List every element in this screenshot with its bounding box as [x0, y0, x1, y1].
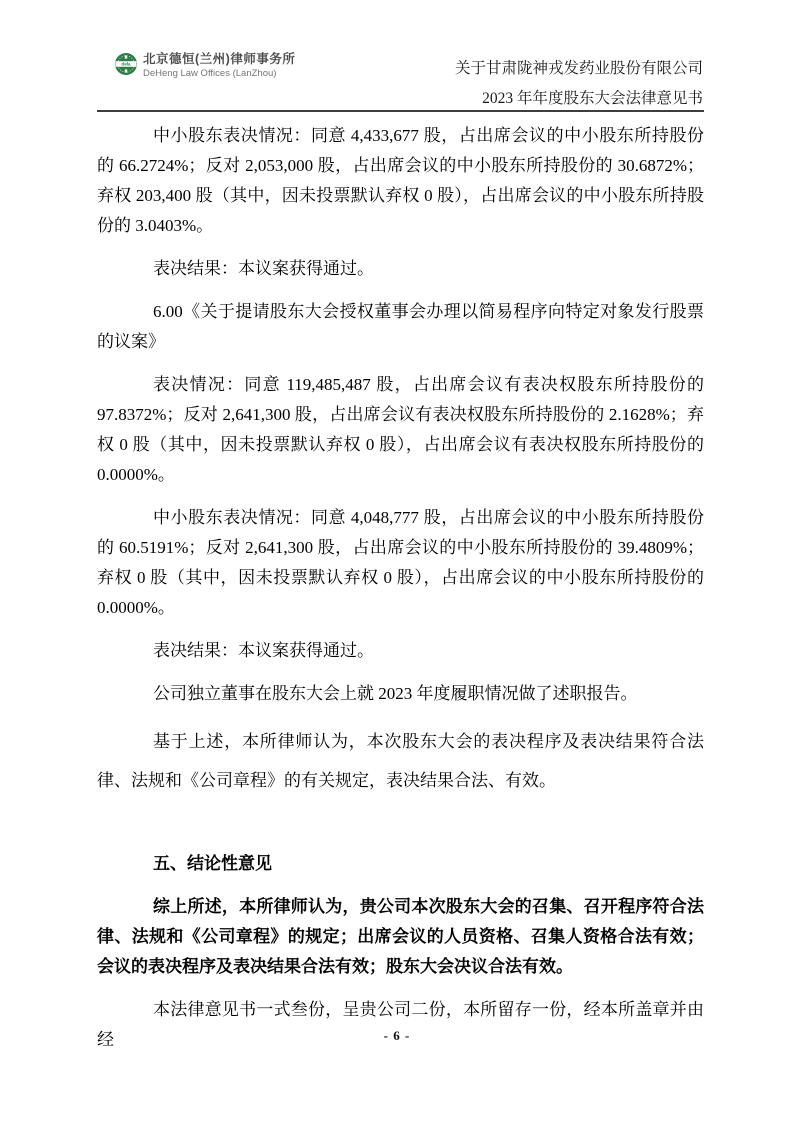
deheng-logo-icon [114, 52, 138, 76]
header-divider [97, 110, 704, 112]
firm-name-cn: 北京德恒(兰州)律师事务所 [143, 52, 296, 66]
paragraph-vote-detail-proposal-6: 表决情况：同意 119,485,487 股，占出席会议有表决权股东所持股份的 97.8372%；反对 2,641,300 股，占出席会议有表决权股东所持股份的 2.1628%；弃权 0 股（其中，因未投票默认弃权 0 股），占出席会议有表决权股东所持股份的 0.0000%。 [97, 375, 704, 484]
page-number: - 6 - [383, 1028, 411, 1043]
firm-name-en: DeHeng Law Offices (LanZhou) [143, 68, 277, 79]
paragraph-conclusion-statement: 综上所述，本所律师认为，贵公司本次股东大会的召集、召开程序符合法律、法规和《公司章程》的规定；出席会议的人员资格、召集人资格合法有效；会议的表决程序及表决结果合法有效；股东大会决议合法有效。 [97, 897, 704, 976]
section-heading-conclusion: 五、结论性意见 [153, 854, 272, 873]
document-header-title [455, 54, 703, 114]
paragraph-lawyer-opinion-vote-procedure: 基于上述，本所律师认为，本次股东大会的表决程序及表决结果符合法律、法规和《公司章程》的有关规定，表决结果合法、有效。 [97, 732, 704, 790]
paragraph-minority-vote-detail-2: 中小股东表决情况：同意 4,048,777 股，占出席会议的中小股东所持股份的 60.5191%；反对 2,641,300 股，占出席会议的中小股东所持股份的 39.4809%；弃权 0 股（其中，因未投票默认弃权 0 股），占出席会议的中小股东所持股份的 0.0000%。 [97, 508, 704, 617]
document-body [97, 121, 704, 1055]
firm-brand [114, 52, 295, 80]
paragraph-copies-note: 本法律意见书一式叁份，呈贵公司二份，本所留存一份，经本所盖章并由经 [97, 1000, 704, 1049]
doc-title-line1: 关于甘肃陇神戎发药业股份有限公司 [454, 60, 703, 77]
paragraph-independent-director-report: 公司独立董事在股东大会上就 2023 年度履职情况做了述职报告。 [153, 684, 638, 703]
paragraph-proposal-6-title: 6.00《关于提请股东大会授权董事会办理以简易程序向特定对象发行股票的议案》 [97, 302, 704, 351]
paragraph-vote-result-1: 表决结果：本议案获得通过。 [153, 259, 374, 278]
paragraph-vote-result-2: 表决结果：本议案获得通过。 [153, 641, 374, 660]
svg-text:dela: dela [121, 61, 131, 67]
paragraph-minority-vote-detail-1: 中小股东表决情况：同意 4,433,677 股，占出席会议的中小股东所持股份的 66.2724%；反对 2,053,000 股，占出席会议的中小股东所持股份的 30.6872%；弃权 203,400 股（其中，因未投票默认弃权 0 股），占出席会议的中小股东所持股份的 3.0403%。 [97, 126, 704, 235]
doc-title-line2: 2023 年年度股东大会法律意见书 [482, 90, 703, 107]
firm-name-block [143, 52, 295, 80]
